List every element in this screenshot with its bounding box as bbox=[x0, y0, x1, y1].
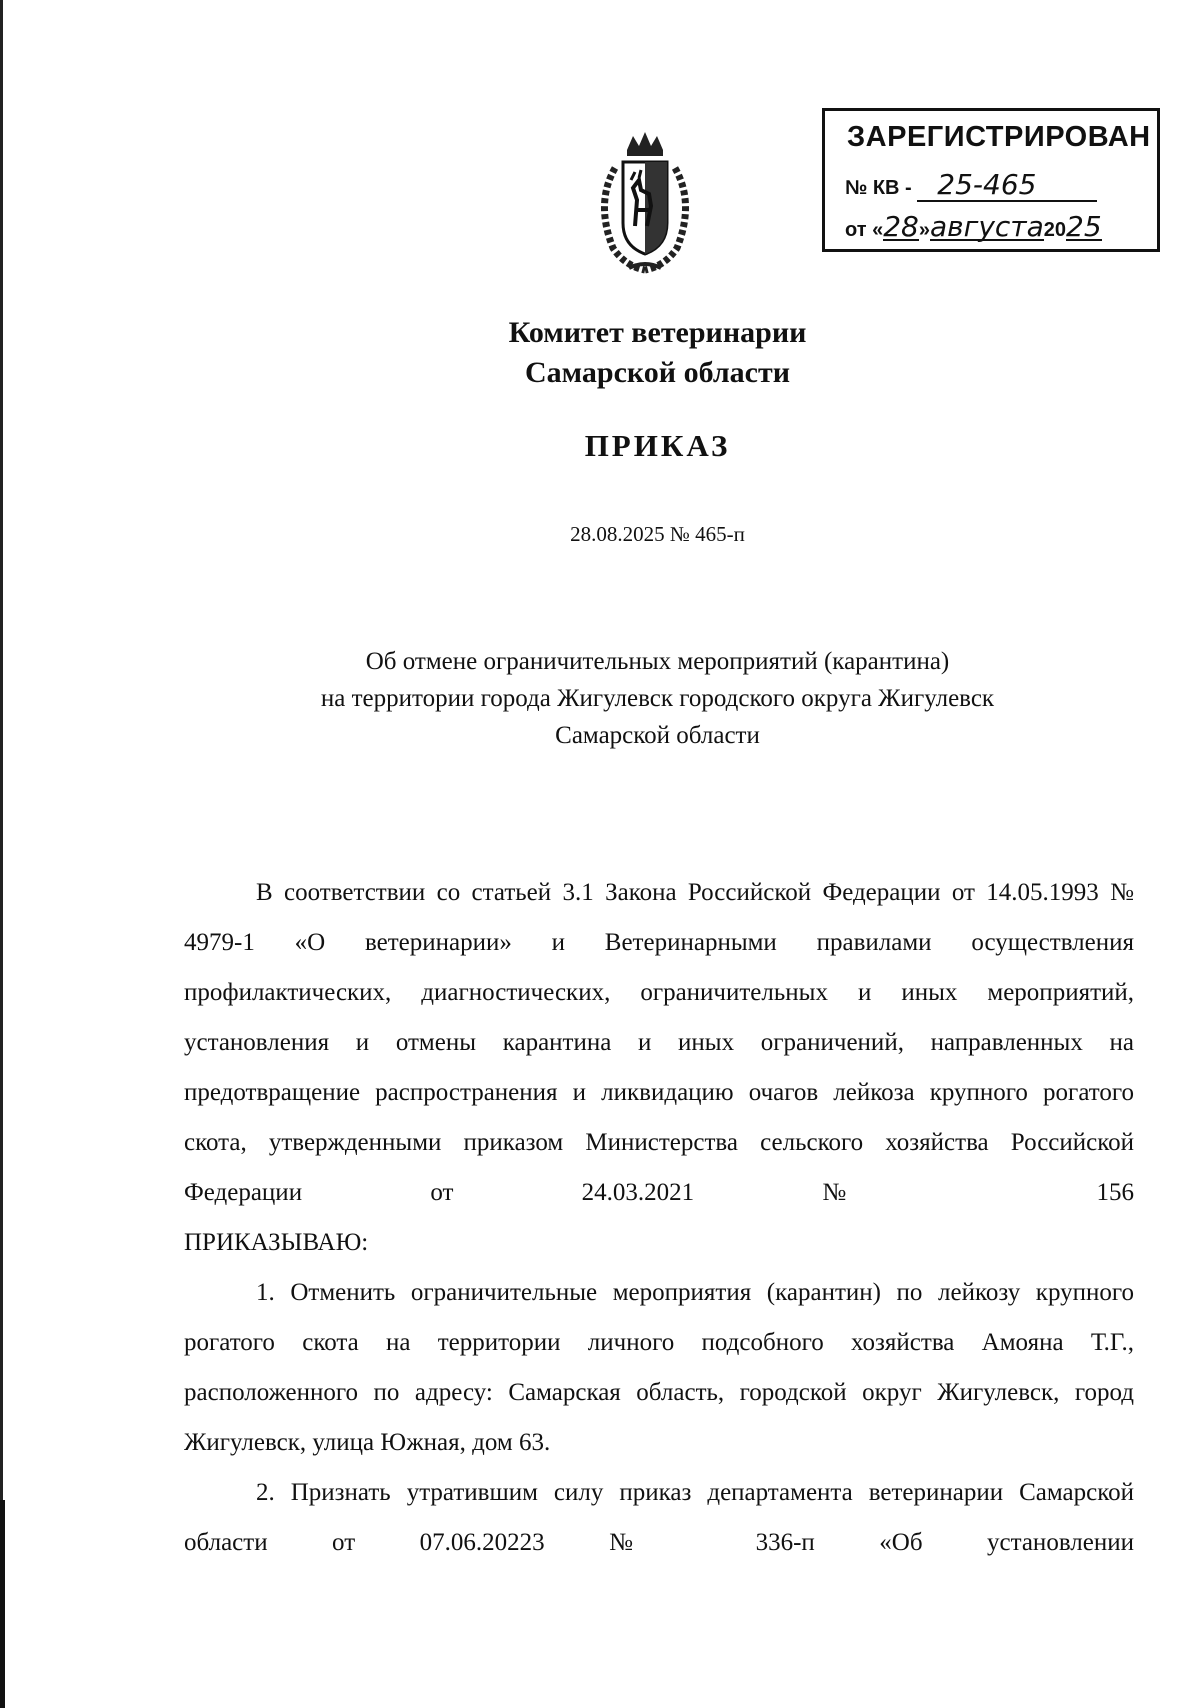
subject-line2: на территории города Жигулевск городского округа Жигулевск bbox=[320, 685, 995, 712]
stamp-number-prefix: № КВ - bbox=[845, 177, 912, 199]
document-title: ПРИКАЗ bbox=[584, 428, 731, 463]
coat-of-arms-emblem bbox=[585, 128, 705, 278]
stamp-title: ЗАРЕГИСТРИРОВАН bbox=[847, 121, 1151, 153]
stamp-date-month: августа bbox=[929, 210, 1044, 243]
stamp-date-year: 25 bbox=[1066, 210, 1102, 243]
stamp-date-mid: » bbox=[918, 219, 930, 241]
document-subject bbox=[0, 643, 1200, 754]
committee-line2: Самарской области bbox=[525, 356, 790, 389]
stamp-date-day: 28 bbox=[883, 210, 919, 243]
body-item-2: 2. Признать утратившим силу приказ департамента ветеринарии Самарской области от 07.06.20223 № 336-п «Об установлении bbox=[184, 1479, 1134, 1556]
stamp-date-year-prefix: 20 bbox=[1043, 219, 1067, 241]
stamp-number-field bbox=[917, 168, 1097, 202]
scan-edge bbox=[0, 0, 3, 1708]
committee-line1: Комитет ветеринарии bbox=[508, 316, 807, 349]
subject-line3: Самарской области bbox=[555, 722, 760, 749]
stamp-number-handwritten: 25-465 bbox=[937, 168, 1037, 201]
scan-edge-mark bbox=[0, 1500, 5, 1708]
stamp-date-prefix: от « bbox=[845, 219, 884, 241]
registration-stamp bbox=[822, 108, 1160, 252]
document-date-number: 28.08.2025 № 465-п bbox=[570, 522, 745, 546]
committee-name bbox=[0, 313, 1200, 393]
body-preamble: В соответствии со статьей 3.1 Закона Российской Федерации от 14.05.1993 № 4979-1 «О ветеринарии» и Ветеринарными правилами осуществления профилактических, диагностических, ограничительных и иных мероприятий, установления и отмены карантина и иных ограничений, направленных на предотвращение распространения и ликвидацию очагов лейкоза крупного рогатого скота, утвержденными приказом Министерства сельского хозяйства Российской Федерации от 24.03.2021 № 156 bbox=[184, 879, 1134, 1206]
stamp-date-row bbox=[845, 210, 1102, 243]
body-item-1: 1. Отменить ограничительные мероприятия (карантин) по лейкозу крупного рогатого скота на территории личного подсобного хозяйства Амояна Т.Г., расположенного по адресу: Самарская область, городской округ Жигулевск, город Жигулевск, улица Южная, дом 63. bbox=[184, 1279, 1134, 1456]
subject-line1: Об отмене ограничительных мероприятий (карантина) bbox=[365, 648, 950, 675]
stamp-number-row bbox=[845, 168, 1097, 202]
document-body bbox=[184, 868, 1134, 1568]
body-directive: ПРИКАЗЫВАЮ: bbox=[184, 1229, 369, 1256]
